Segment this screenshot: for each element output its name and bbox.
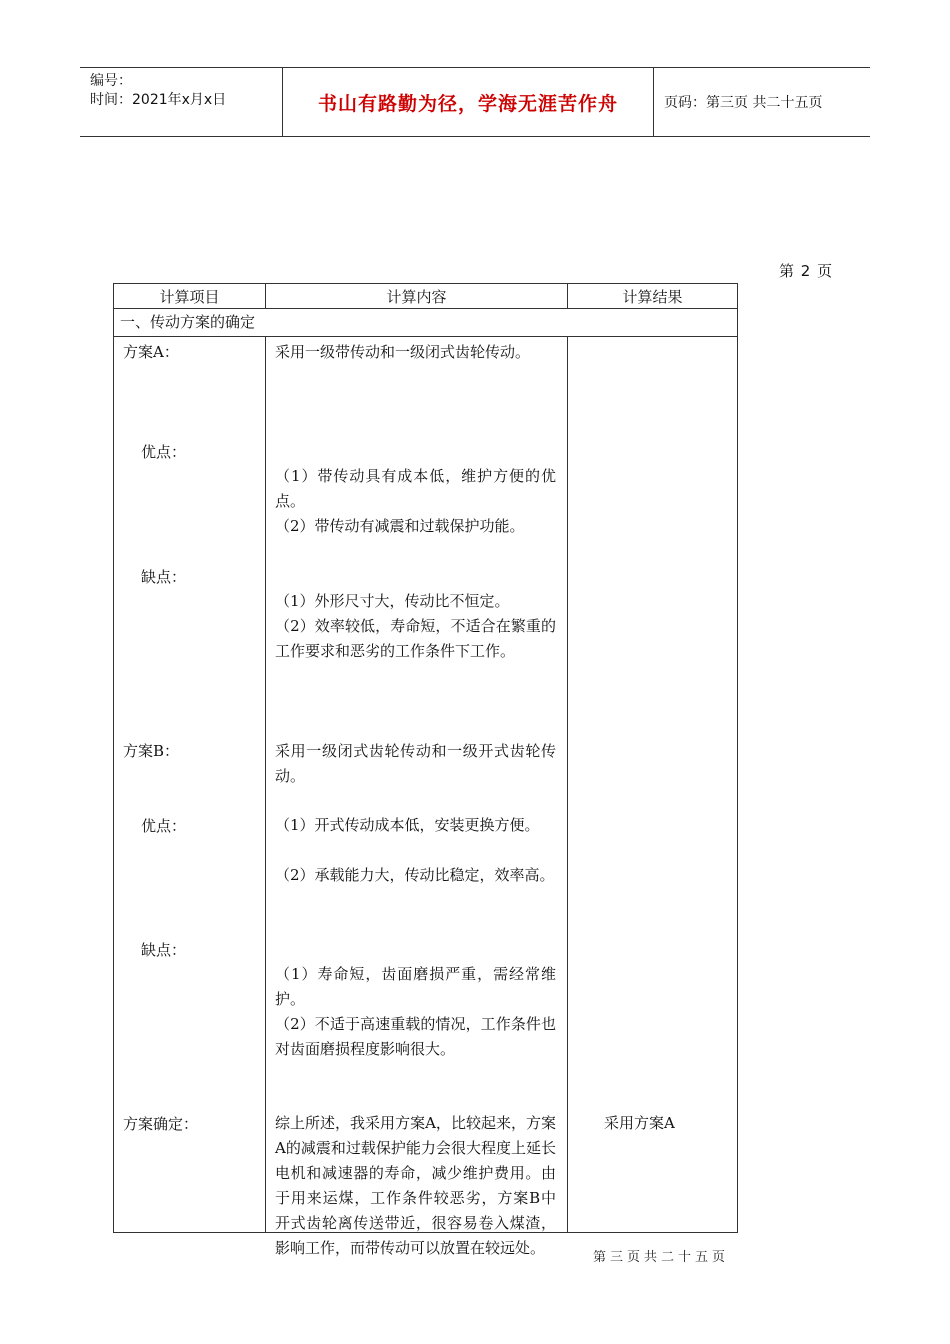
section-row — [114, 309, 738, 337]
scheme-a-con-1: （1）外形尺寸大，传动比不恒定。 — [275, 592, 510, 610]
content-cell — [266, 337, 568, 1257]
result-text: 采用方案A — [604, 1114, 675, 1132]
code-label: 编号： — [90, 73, 132, 89]
scheme-a-pros-label: 优点： — [141, 443, 187, 461]
decision-text: 综上所述，我采用方案A，比较起来，方案A的减震和过载保护能力会很大程度上延长电机和减速器的寿命，减少维护费用。由于用来运煤，工作条件较恶劣，方案B中开式齿轮离传送带近，很容易卷入煤渣，影响工作，而带传动可以放置在较远处。 — [275, 1114, 556, 1257]
calculation-table — [113, 283, 738, 1257]
page-number: 第 2 页 — [779, 262, 834, 280]
time-label: 时间：2021年x月x日 — [90, 92, 227, 108]
running-header — [80, 67, 870, 137]
column-header-content: 计算内容 — [266, 284, 568, 309]
header-motto: 书山有路勤为径，学海无涯苦作舟 — [283, 68, 654, 136]
decision-label: 方案确定： — [123, 1115, 199, 1133]
scheme-a-cons-label: 缺点： — [141, 568, 187, 586]
header-meta — [80, 68, 283, 136]
table-header-row — [114, 284, 738, 309]
scheme-b-con-1: （1）寿命短，齿面磨损严重，需经常维护。 — [275, 965, 556, 1008]
scheme-b-cons-label: 缺点： — [141, 941, 187, 959]
scheme-a-pro-1: （1）带传动具有成本低，维护方便的优点。 — [275, 467, 556, 510]
item-cell — [114, 337, 266, 1233]
scheme-b-pro-2: （2）承载能力大，传动比稳定，效率高。 — [275, 866, 555, 884]
header-page-info: 页码：第三页 共二十五页 — [664, 95, 823, 111]
scheme-b-con-2: （2）不适于高速重载的情况，工作条件也对齿面磨损程度影响很大。 — [275, 1015, 556, 1058]
page-footer: 第三页共二十五页 — [593, 1250, 730, 1265]
column-header-result: 计算结果 — [568, 284, 738, 309]
table-row — [114, 337, 738, 1233]
scheme-b-label: 方案B： — [123, 742, 180, 760]
result-cell — [568, 337, 738, 1233]
column-header-item: 计算项目 — [114, 284, 266, 309]
scheme-a-pro-2: （2）带传动有减震和过载保护功能。 — [275, 517, 525, 535]
scheme-a-con-2: （2）效率较低，寿命短，不适合在繁重的工作要求和恶劣的工作条件下工作。 — [275, 617, 556, 660]
scheme-b-pro-1: （1）开式传动成本低，安装更换方便。 — [275, 816, 540, 834]
scheme-b-description: 采用一级闭式齿轮传动和一级开式齿轮传动。 — [275, 742, 556, 785]
scheme-a-description: 采用一级带传动和一级闭式齿轮传动。 — [275, 343, 531, 361]
scheme-b-pros-label: 优点： — [141, 817, 187, 835]
scheme-a-label: 方案A： — [123, 343, 179, 361]
section-title: 一、传动方案的确定 — [114, 309, 738, 337]
